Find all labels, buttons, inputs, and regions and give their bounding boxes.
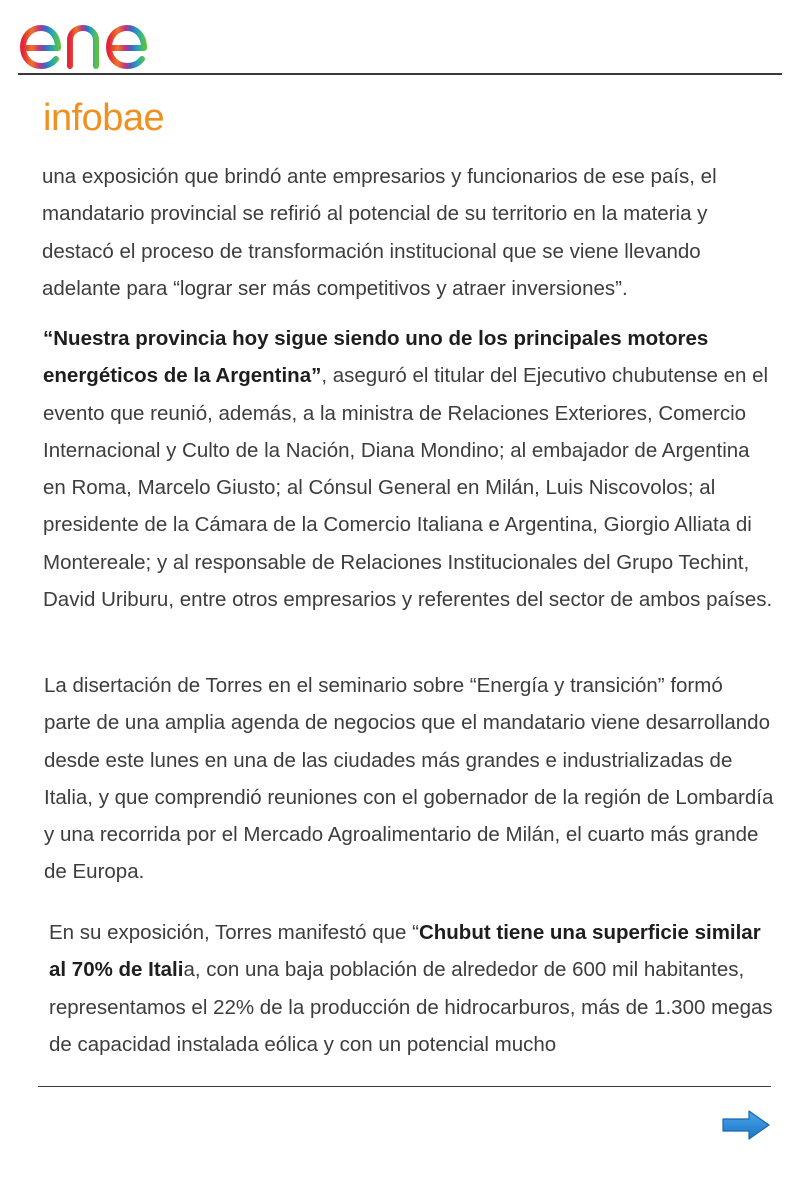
header-divider: [18, 73, 782, 75]
paragraph-4-quote: Chubut tiene una superficie similar al 70% de Itali: [49, 921, 761, 982]
paragraph-1-text: una exposición que brindó ante empresarios y funcionarios de ese país, el mandatario provincial se refirió al potencial de su territorio en la materia y destacó el proceso de transformación institucional que se viene llevando adelante para “lograr ser más competitivos y atraer inversiones”.: [42, 165, 717, 300]
paragraph-2-text: , aseguró el titular del Ejecutivo chubutense en el evento que reunió, además, a la ministra de Relaciones Exteriores, Comercio Internacional y Culto de la Nación, Diana Mondino; al embajador de Argentina en Roma, Marcelo Giusto; al Cónsul General en Milán, Luis Niscovolos; al presidente de la Cámara de la Comercio Italiana e Argentina, Giorgio Alliata di Montereale; y al responsable de Relaciones Institucionales del Grupo Techint, David Uriburu, entre otros empresarios y referentes del sector de ambos países.: [43, 364, 773, 612]
right-arrow-icon[interactable]: [720, 1108, 772, 1142]
article-paragraph-2: [43, 320, 773, 618]
footer-divider: [38, 1086, 771, 1087]
paragraph-4-text-end: a, con una baja población de alrededor de 600 mil habitantes, representamos el 22% de la producción de hidrocarburos, más de 1.300 megas de capacidad instalada eólica y con un potencial mucho: [49, 958, 773, 1056]
source-logo-infobae: infobae: [43, 97, 165, 139]
enel-logo: [18, 4, 198, 70]
paragraph-3-text: La disertación de Torres en el seminario sobre “Energía y transición” formó parte de una amplia agenda de negocios que el mandatario viene desarrollando desde este lunes en una de las ciudades más grandes e industrializadas de Italia, y que comprendió reuniones con el gobernador de la región de Lombardía y una recorrida por el Mercado Agroalimentario de Milán, el cuarto más grande de Europa.: [44, 674, 774, 884]
paragraph-2-quote: “Nuestra provincia hoy sigue siendo uno de los principales motores energéticos de la Argentina”: [43, 327, 709, 388]
article-paragraph-3: [44, 667, 774, 891]
paragraph-4-text-start: En su exposición, Torres manifestó que “: [49, 921, 419, 944]
article-paragraph-4: [49, 914, 779, 1063]
article-paragraph-1: [42, 158, 772, 307]
